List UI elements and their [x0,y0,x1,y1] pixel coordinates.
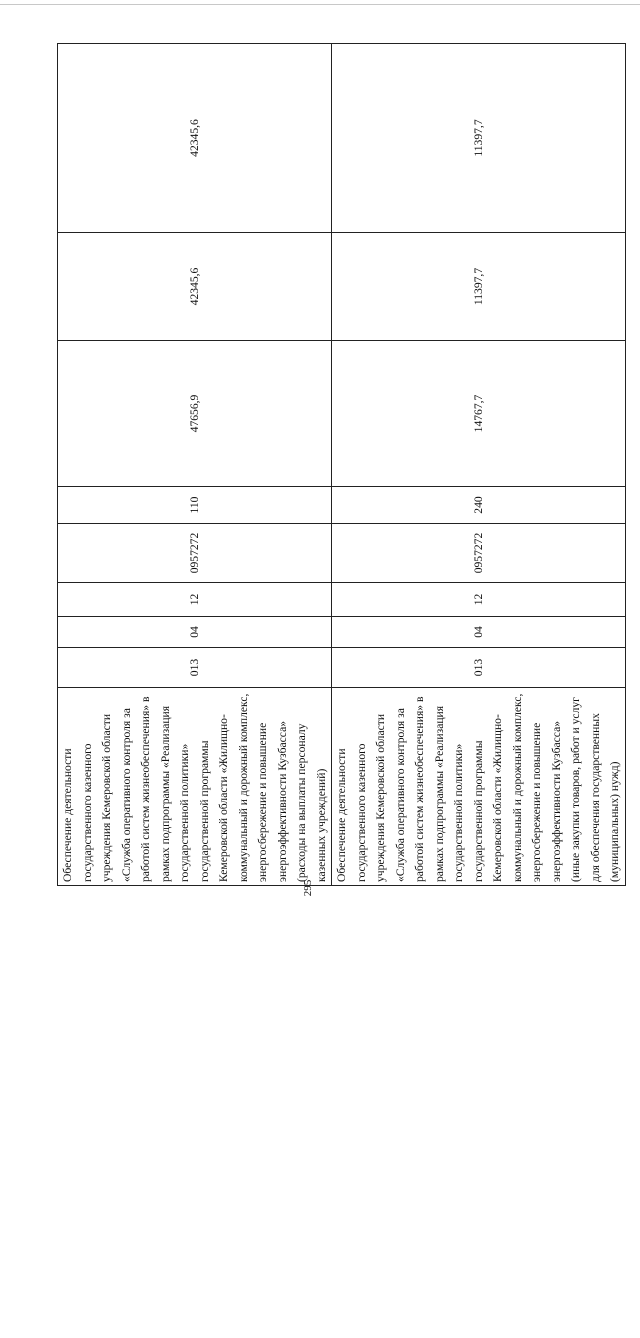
section-code: 04 [58,617,332,648]
budget-table-frame [57,44,621,886]
row-description: Обеспечение деятельности государственного казенного учреждения Кемеровской области «Служба оперативного контроля за работой систем жизнеобеспечения» в рамках подпрограммы «Реализация государственной политики» государственной программы Кемеровской области «Жилищно-коммунальный и дорожный комплекс, энергосбережение и повышение энергоэффективности Кузбасса» (расходы на выплаты персоналу казенных учреждений) [58,688,332,886]
amount-3: 11397,7 [332,44,626,233]
section-code: 04 [332,617,626,648]
expense-type-code: 240 [332,487,626,524]
target-article-code: 0957272 [58,524,332,583]
table-row [332,44,626,886]
amount-1: 14767,7 [332,341,626,487]
page-number: 295 [302,879,314,897]
ministry-code: 013 [332,648,626,688]
amount-1: 47656,9 [58,341,332,487]
amount-3: 42345,6 [58,44,332,233]
target-article-code: 0957272 [332,524,626,583]
amount-2: 11397,7 [332,233,626,341]
amount-2: 42345,6 [58,233,332,341]
expense-type-code: 110 [58,487,332,524]
table-row [58,44,332,886]
budget-table [57,43,626,886]
row-description: Обеспечение деятельности государственного казенного учреждения Кемеровской области «Служба оперативного контроля за работой систем жизнеобеспечения» в рамках подпрограммы «Реализация государственной политики» государственной программы Кемеровской области «Жилищно-коммунальный и дорожный комплекс, энергосбережение и повышение энергоэффективности Кузбасса» (иные закупки товаров, работ и услуг для обеспечения государственных (муниципальных) нужд) [332,688,626,886]
subsection-code: 12 [332,583,626,617]
top-rule [0,4,640,5]
subsection-code: 12 [58,583,332,617]
ministry-code: 013 [58,648,332,688]
